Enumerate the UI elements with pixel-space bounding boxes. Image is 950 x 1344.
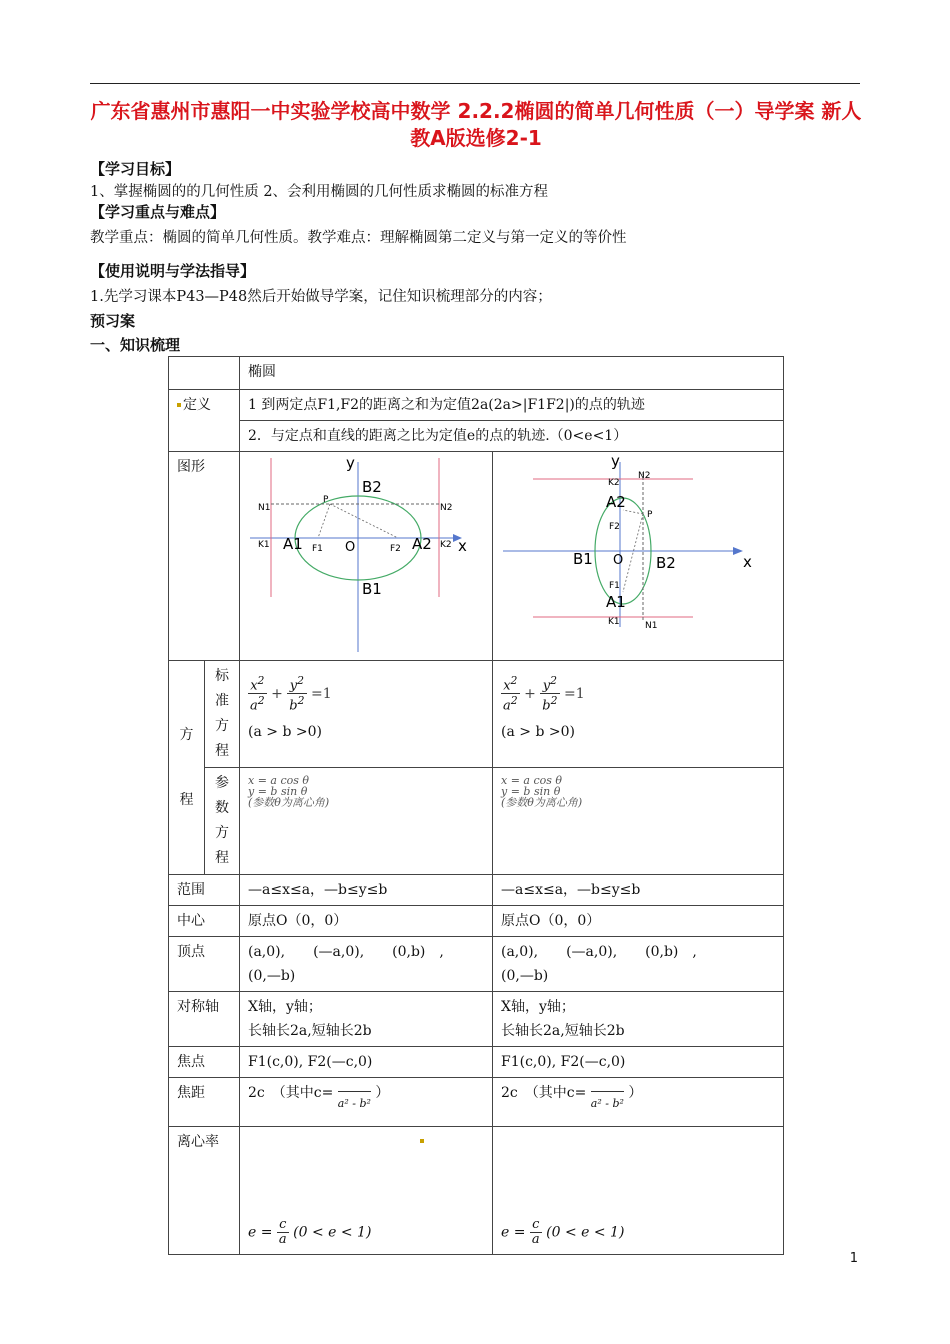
y-over-b: $\frac{y^2}{b^2}$ (289, 674, 305, 714)
pf2-line (623, 510, 643, 514)
p-label: P (647, 510, 653, 520)
eccentricity-vertical: e = $\frac{c}{a}$ (0 < e < 1) (493, 1127, 784, 1255)
b2-label: B2 (362, 478, 382, 496)
f2-label: F2 (390, 544, 401, 554)
definition-label: 定义 (169, 390, 240, 452)
vertex-horizontal: (a,0), (—a,0), (0,b) , (0,—b) (240, 937, 493, 992)
pf2-line (330, 504, 398, 538)
x-label: x (458, 537, 467, 555)
x-over-a: $\frac{x^2}{a^2}$ (503, 674, 518, 714)
k2-label: K2 (440, 540, 452, 550)
b2-label: B2 (656, 554, 676, 572)
f1-label: F1 (312, 544, 323, 554)
page-number: 1 (849, 1251, 858, 1266)
a1-label: A1 (283, 535, 303, 553)
range-horizontal: —a≤x≤a，—b≤y≤b (240, 875, 493, 906)
x-over-a: $\frac{x^2}{a^2}$ (250, 674, 265, 714)
std-eq-condition: (a > b >0) (501, 723, 575, 740)
eccentricity-label: 离心率 (169, 1127, 240, 1255)
a1-label: A1 (606, 593, 626, 611)
horizontal-ellipse-figure (240, 452, 492, 652)
y-label: y (611, 452, 620, 470)
std-eq-vertical: $\frac{x^2}{a^2}$ + $\frac{y^2}{b^2}$ =1 (a > b >0) (493, 661, 784, 768)
x-arrow-icon (733, 547, 743, 555)
page-title: 广东省惠州市惠阳一中实验学校高中数学 2.2.2椭圆的简单几何性质（一）导学案 新人教A版选修2-1 (90, 99, 862, 150)
f1-label: F1 (609, 581, 620, 591)
top-rule (90, 83, 860, 84)
param-eq-label: 参 数 方 程 (205, 768, 240, 875)
vertical-ellipse-cell (493, 452, 784, 661)
p-label: P (323, 495, 329, 505)
sqrt-expression: a² - b² (338, 1091, 371, 1116)
param-eq-vertical: x = a cos θ y = b sin θ (参数θ为离心角) (493, 768, 784, 875)
goals-heading: 【学习目标】 (90, 160, 181, 178)
center-label: 中心 (169, 906, 240, 937)
focus-label: 焦点 (169, 1047, 240, 1078)
sqrt-expression: a² - b² (591, 1091, 624, 1116)
usage-heading: 【使用说明与学法指导】 (90, 262, 256, 280)
usage-text: 1.先学习课本P43—P48然后开始做导学案，记住知识梳理部分的内容； (90, 289, 552, 305)
center-vertical: 原点O（0，0） (493, 906, 784, 937)
x-label: x (743, 553, 752, 571)
pf1-line (318, 504, 330, 538)
a2-label: A2 (606, 493, 626, 511)
ellipse-properties-table (168, 356, 784, 1255)
range-vertical: —a≤x≤a，—b≤y≤b (493, 875, 784, 906)
preview-heading: 预习案 (90, 312, 136, 330)
a2-label: A2 (412, 535, 432, 553)
origin-label: O (345, 540, 356, 555)
n2-label: N2 (638, 471, 651, 481)
graph-label: 图形 (169, 452, 240, 661)
y-label: y (346, 454, 355, 472)
focus-horizontal: F1(c,0), F2(—c,0) (240, 1047, 493, 1078)
pf1-line (623, 514, 643, 592)
keys-text: 教学重点：椭圆的简单几何性质。教学难点：理解椭圆第二定义与第一定义的等价性 (90, 230, 627, 246)
eccentricity-horizontal: e = $\frac{c}{a}$ (0 < e < 1) (240, 1127, 493, 1255)
focal-length-label: 焦距 (169, 1078, 240, 1127)
horizontal-ellipse-cell (240, 452, 493, 661)
definition-1: 1 到两定点F1,F2的距离之和为定值2a(2a>|F1F2|)的点的轨迹 (240, 390, 784, 421)
table-header: 椭圆 (240, 357, 784, 390)
goals-text: 1、掌握椭圆的的几何性质 2、会利用椭圆的几何性质求椭圆的标准方程 (90, 184, 549, 200)
b1-label: B1 (362, 580, 382, 598)
axis-vertical: X轴，y轴； 长轴长2a,短轴长2b (493, 992, 784, 1047)
y-over-b: $\frac{y^2}{b^2}$ (542, 674, 558, 714)
keys-heading: 【学习重点与难点】 (90, 203, 226, 221)
param-eq-horizontal: x = a cos θ y = b sin θ (参数θ为离心角) (240, 768, 493, 875)
std-eq-condition: (a > b >0) (248, 723, 322, 740)
std-eq-label: 标 准 方 程 (205, 661, 240, 768)
definition-2: 2．与定点和直线的距离之比为定值e的点的轨迹.（0<e<1） (240, 421, 784, 452)
origin-label: O (613, 553, 624, 568)
k2-label: K2 (608, 478, 620, 488)
range-label: 范围 (169, 875, 240, 906)
std-eq-horizontal: $\frac{x^2}{a^2}$ + $\frac{y^2}{b^2}$ =1 (a > b >0) (240, 661, 493, 768)
axis-label: 对称轴 (169, 992, 240, 1047)
focus-vertical: F1(c,0), F2(—c,0) (493, 1047, 784, 1078)
vertical-ellipse-figure (493, 452, 783, 652)
focal-horizontal: 2c （其中c= a² - b² ） (240, 1078, 493, 1127)
k1-label: K1 (258, 540, 270, 550)
n1-label: N1 (645, 621, 658, 631)
b1-label: B1 (573, 550, 593, 568)
vertex-vertical: (a,0), (—a,0), (0,b) , (0,—b) (493, 937, 784, 992)
knowledge-heading: 一、知识梳理 (90, 336, 181, 354)
f2-label: F2 (609, 522, 620, 532)
center-horizontal: 原点O（0，0） (240, 906, 493, 937)
equation-label: 方 程 (169, 661, 205, 875)
axis-horizontal: X轴，y轴； 长轴长2a,短轴长2b (240, 992, 493, 1047)
n2-label: N2 (440, 503, 453, 513)
k1-label: K1 (608, 617, 620, 627)
focal-vertical: 2c （其中c= a² - b² ） (493, 1078, 784, 1127)
vertex-label: 顶点 (169, 937, 240, 992)
n1-label: N1 (258, 503, 271, 513)
